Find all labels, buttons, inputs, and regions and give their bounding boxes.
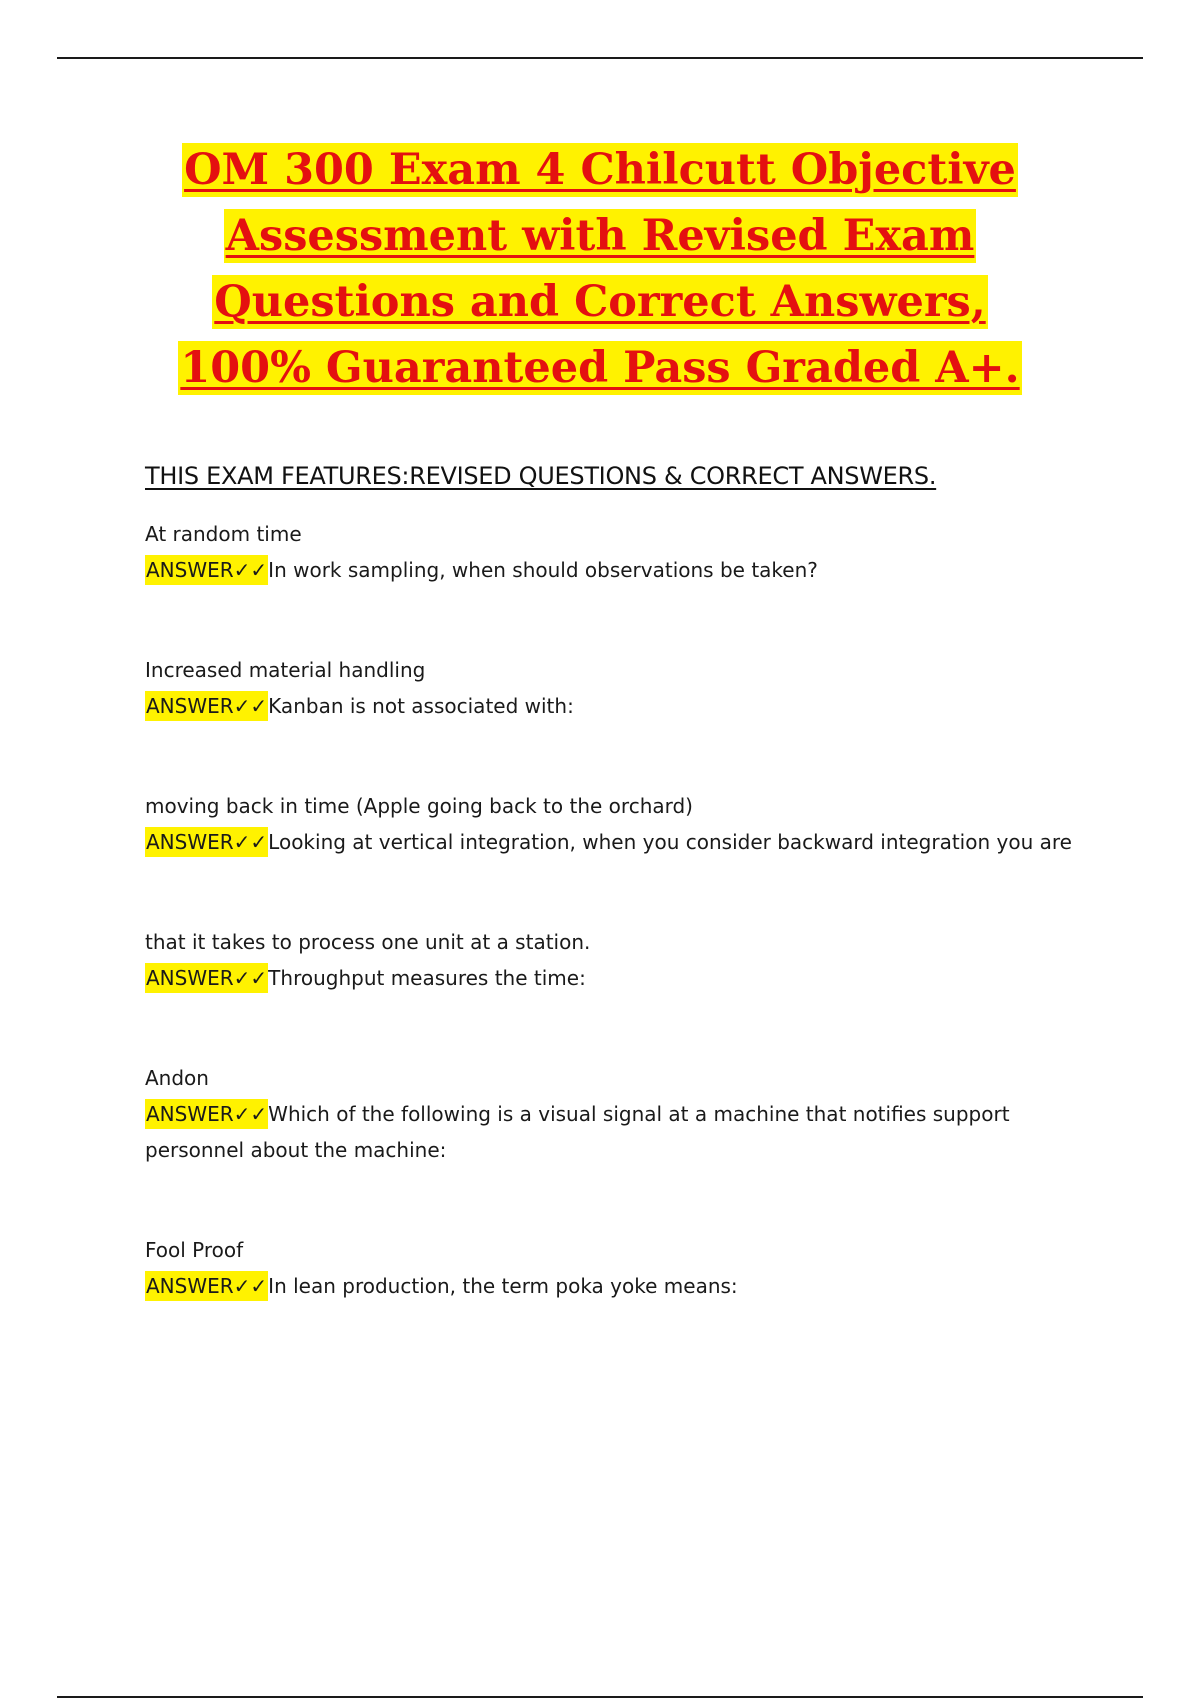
question-text: Which of the following is a visual signal at a machine that notifies support personnel about the machine:: [145, 1102, 1010, 1162]
title-line: [160, 274, 1040, 336]
document-title: [160, 142, 1040, 406]
question-line: [145, 688, 1075, 724]
answer-text: At random time: [145, 522, 302, 546]
question-line: [145, 960, 1075, 996]
qa-list: [145, 516, 1075, 1368]
answer-text: that it takes to process one unit at a station.: [145, 930, 591, 954]
answer-tag: ANSWER✓✓: [145, 827, 268, 857]
question-text: In work sampling, when should observations be taken?: [268, 558, 818, 582]
answer-tag: ANSWER✓✓: [145, 691, 268, 721]
question-text: Throughput measures the time:: [268, 966, 586, 990]
top-divider: [57, 57, 1143, 59]
question-text: Kanban is not associated with:: [268, 694, 574, 718]
title-text: 100% Guaranteed Pass Graded A+.: [180, 343, 1020, 393]
qa-item: [145, 1060, 1075, 1232]
qa-item: [145, 652, 1075, 788]
answer-tag: ANSWER✓✓: [145, 555, 268, 585]
question-text: Looking at vertical integration, when you consider backward integration you are: [268, 830, 1072, 854]
question-line: [145, 552, 1075, 588]
title-text: Questions and Correct Answers,: [214, 277, 986, 327]
answer-tag: ANSWER✓✓: [145, 1099, 268, 1129]
qa-item: [145, 788, 1075, 924]
features-heading: THIS EXAM FEATURES:REVISED QUESTIONS & CORRECT ANSWERS.: [145, 462, 937, 490]
qa-item: [145, 924, 1075, 1060]
qa-item: [145, 1232, 1075, 1368]
title-text: Assessment with Revised Exam: [225, 211, 975, 261]
answer-text: Increased material handling: [145, 658, 426, 682]
answer-text: moving back in time (Apple going back to the orchard): [145, 794, 693, 818]
answer-text: Fool Proof: [145, 1238, 244, 1262]
answer-tag: ANSWER✓✓: [145, 1271, 268, 1301]
title-line: [160, 340, 1040, 402]
question-line: [145, 1096, 1075, 1168]
question-line: [145, 824, 1075, 860]
question-text: In lean production, the term poka yoke means:: [268, 1274, 738, 1298]
bottom-divider: [57, 1696, 1143, 1698]
qa-item: [145, 516, 1075, 652]
title-line: [160, 142, 1040, 204]
title-line: [160, 208, 1040, 270]
question-line: [145, 1268, 1075, 1304]
title-text: OM 300 Exam 4 Chilcutt Objective: [184, 145, 1016, 195]
answer-text: Andon: [145, 1066, 209, 1090]
answer-tag: ANSWER✓✓: [145, 963, 268, 993]
